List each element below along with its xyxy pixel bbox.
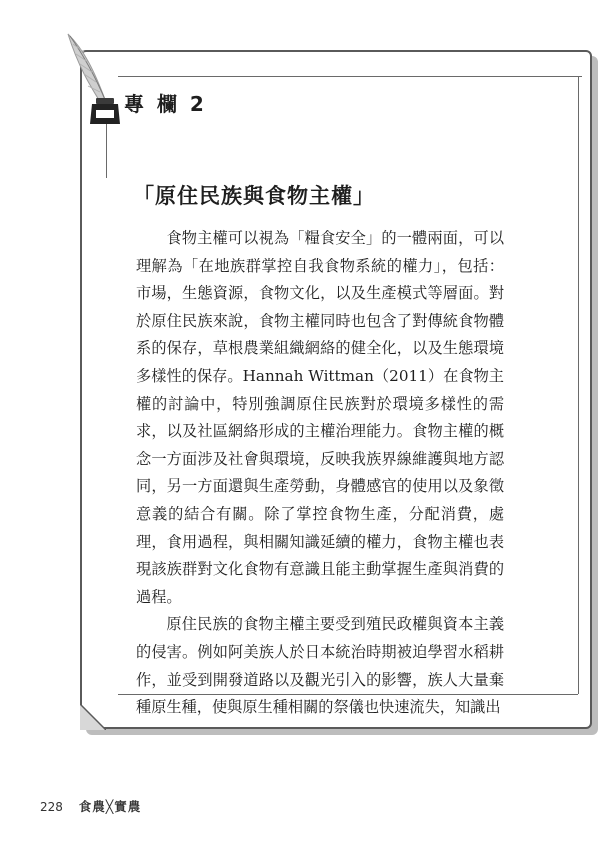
corner-fold-icon xyxy=(80,704,106,730)
frame-rule-left xyxy=(106,118,107,178)
book-title: 食農╳實農 xyxy=(78,799,142,814)
frame-rule-top xyxy=(118,76,582,77)
article-paragraph: 原住民族的食物主權主要受到殖民政權與資本主義的侵害。例如阿美族人於日本統治時期被迫學習水稻耕作，並受到開發道路以及觀光引入的影響，族人大量棄種原生種，使與原生種相關的祭儀也快速流失，知識出 xyxy=(136,615,504,717)
frame-rule-right xyxy=(578,76,579,694)
page-footer xyxy=(40,797,141,815)
article-paragraph: 食物主權可以視為「糧食安全」的一體兩面，可以理解為「在地族群掌控自我食物系統的權力」，包括：市場，生態資源，食物文化，以及生產模式等層面。對於原住民族來說，食物主權同時也包含了對傳統食物體系的保存，草根農業組織網絡的健全化，以及生態環境多樣性的保存。Hannah Wittman（2011）在食物主權的討論中，特別強調原住民族對於環境多樣性的需求，以及社區網絡形成的主權治理能力。食物主權的概念一方面涉及社會與環境，反映我族界線維護與地方認同，另一方面還與生產勞動，身體感官的使用以及象徵意義的結合有關。除了掌控食物生產，分配消費，處理，食用過程，與相關知識延續的權力，食物主權也表現該族群對文化食物有意識且能主動掌握生產與消費的過程。 xyxy=(136,229,504,606)
page-number: 228 xyxy=(40,800,63,814)
article-title: 「原住民族與食物主權」 xyxy=(133,183,375,208)
column-label: 專 欄 2 xyxy=(124,92,207,116)
article-body xyxy=(136,225,504,722)
